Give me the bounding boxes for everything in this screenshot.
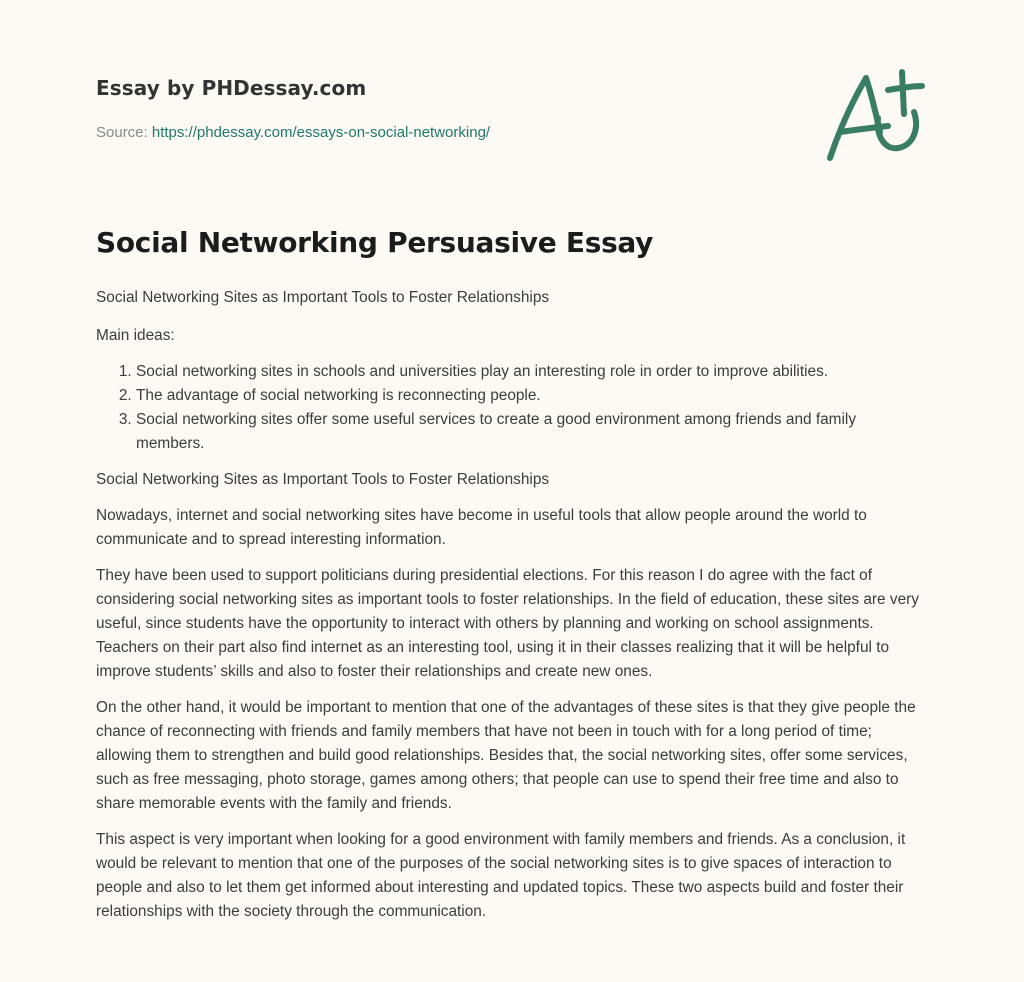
essay-paragraph: They have been used to support politicians during presidential elections. For this reason I do agree with the fact of considering social networking sites as important tools to foster relationships. In the field of education, these sites are very useful, since students have the opportunity to interact with others by planning and working on school assignments. Teachers on their part also find internet as an interesting tool, using it in their classes realizing that it will be helpful to improve students’ skills and also to foster their relationships and create new ones. <box>96 567 919 680</box>
essay-body <box>96 286 928 936</box>
main-idea-item: 3. Social networking sites offer some useful services to create a good environment among friends and family members. <box>136 408 928 456</box>
main-idea-item: 1. Social networking sites in schools and universities play an interesting role in order to improve abilities. <box>136 360 928 384</box>
page-title: Social Networking Persuasive Essay <box>96 226 654 259</box>
a-plus-logo-icon <box>822 66 932 166</box>
section-heading: Social Networking Sites as Important Tools to Foster Relationships <box>96 471 550 488</box>
essay-paragraph: Nowadays, internet and social networking sites have become in useful tools that allow people around the world to communicate and to spread interesting information. <box>96 507 867 548</box>
essay-paragraph: On the other hand, it would be important to mention that one of the advantages of these sites is that they give people the chance of reconnecting with friends and family members that have not been in touch with for a long period of time; allowing them to strengthen and build good relationships. Besides that, the social networking sites, offer some services, such as free messaging, photo storage, games among others; that people can use to spend their free time and also to share memorable events with the family and friends. <box>96 699 916 812</box>
page-header <box>96 76 928 141</box>
source-link[interactable]: https://phdessay.com/essays-on-social-networking/ <box>151 124 491 141</box>
main-idea-item: 2. The advantage of social networking is reconnecting people. <box>136 384 928 408</box>
source-label: Source: <box>96 124 148 141</box>
source-line <box>96 124 490 141</box>
site-title: Essay by PHDessay.com <box>96 76 367 100</box>
essay-subtitle: Social Networking Sites as Important Tools to Foster Relationships <box>96 289 550 306</box>
main-ideas-list <box>96 360 928 456</box>
main-ideas-label: Main ideas: <box>96 327 175 344</box>
essay-paragraph: This aspect is very important when looking for a good environment with family members and friends. As a conclusion, it would be relevant to mention that one of the purposes of the social networking sites is to give spaces of interaction to people and also to let them get informed about interesting and updated topics. These two aspects build and foster their relationships with the society through the communication. <box>96 831 906 920</box>
